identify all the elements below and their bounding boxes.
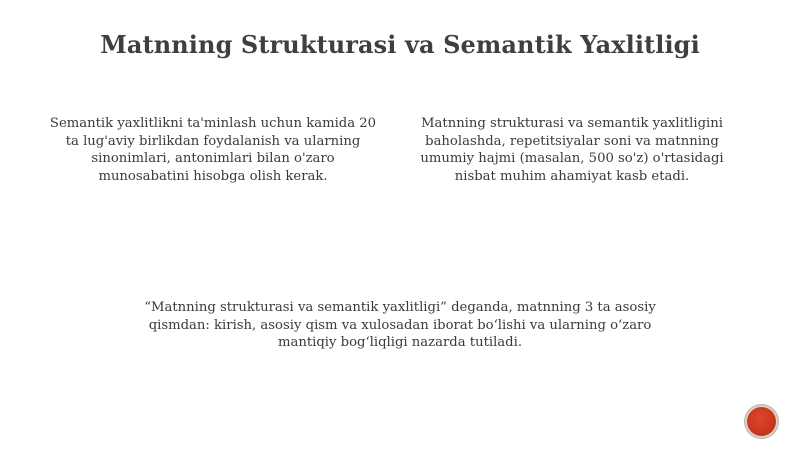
next-slide-button[interactable] <box>747 407 776 436</box>
right-text-block: Matnning strukturasi va semantik yaxlitligini baholashda, repetitsiyalar soni va matnning umumiy hajmi (masalan, 500 so'z) o'rtasidagi nisbat muhim ahamiyat kasb etadi. <box>420 116 724 184</box>
bottom-text-block: “Matnning strukturasi va semantik yaxlitligi” deganda, matnning 3 ta asosiy qismdan: kirish, asosiy qism va xulosadan iborat bo‘lishi va ularning o‘zaro mantiqiy bog‘liqligi nazarda tutiladi. <box>144 300 656 350</box>
slide-title: Matnning Strukturasi va Semantik Yaxlitligi <box>100 30 700 59</box>
left-text-block: Semantik yaxlitlikni ta'minlash uchun kamida 20 ta lug'aviy birlikdan foydalanish va ularning sinonimlari, antonimlari bilan o'zaro munosabatini hisobga olish kerak. <box>49 116 377 184</box>
next-arrow-icon <box>756 412 768 431</box>
